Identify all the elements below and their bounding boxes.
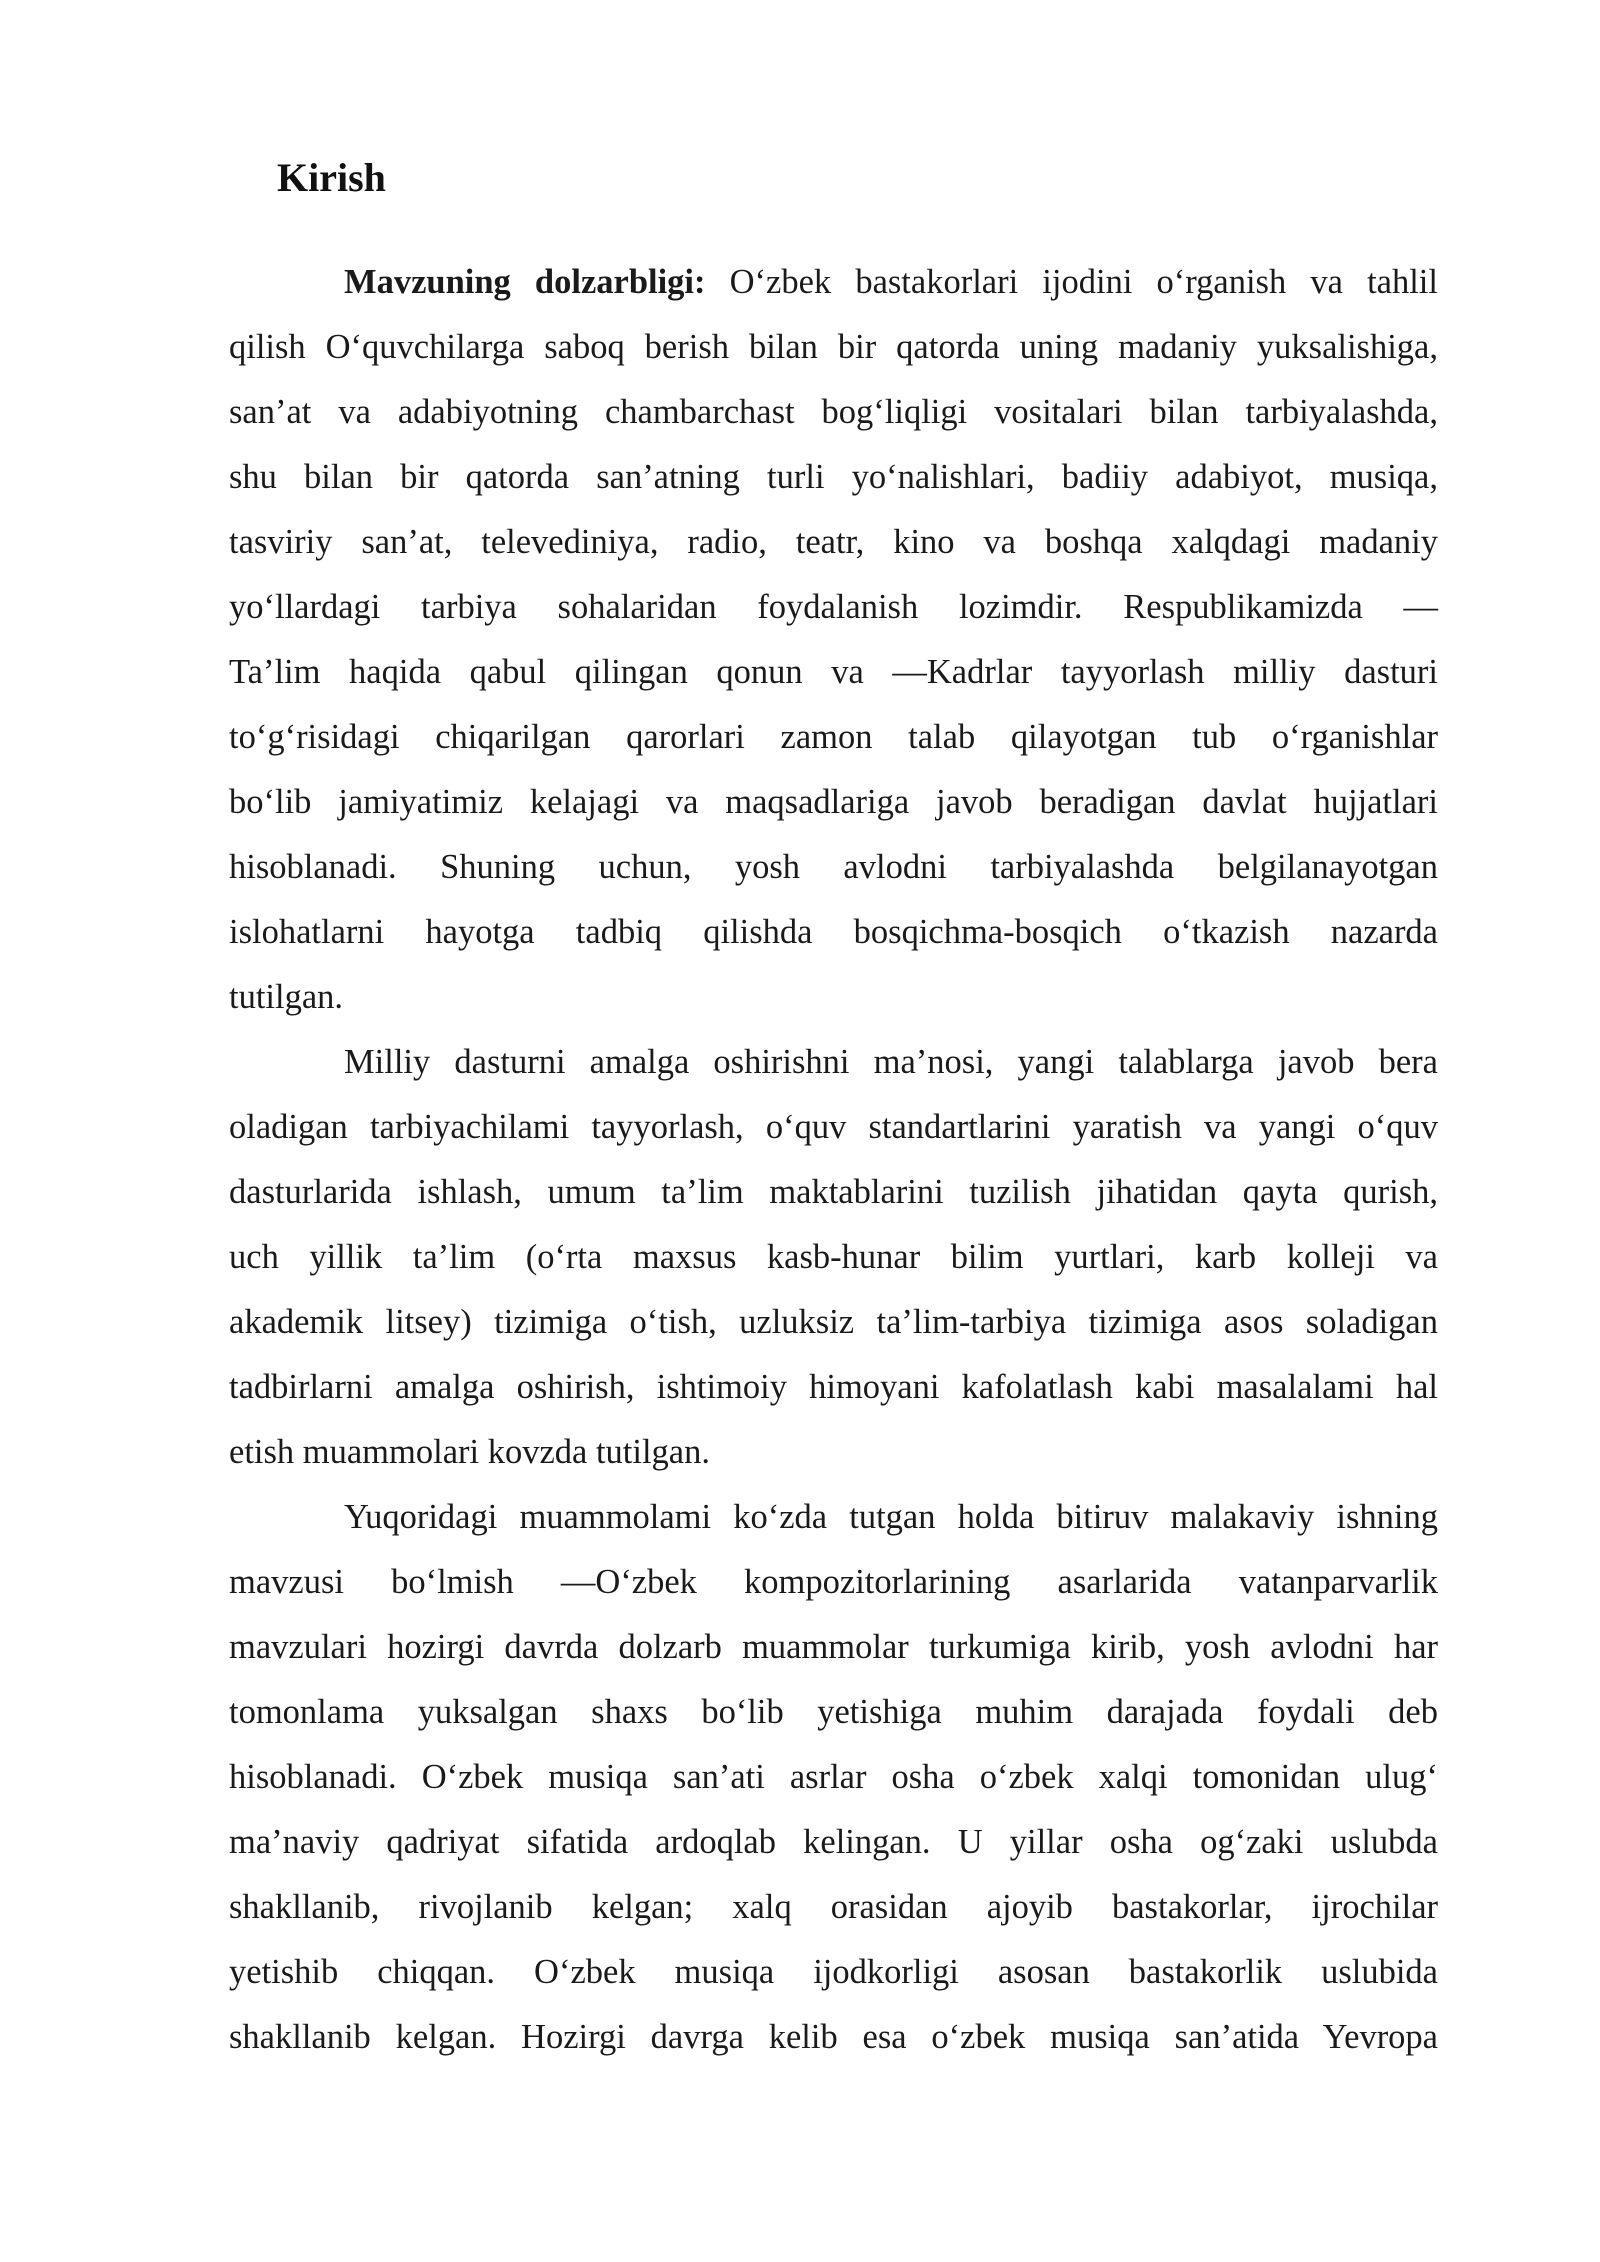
text-line: shu bilan bir qatorda san’atning turli yo‘nalishlari, badiiy adabiyot, musiqa, (229, 458, 1438, 496)
text-line: to‘g‘risidagi chiqarilgan qarorlari zamon talab qilayotgan tub o‘rganishlar (229, 718, 1438, 756)
text-line: oladigan tarbiyachilami tayyorlash, o‘quv standartlarini yaratish va yangi o‘quv (229, 1108, 1438, 1146)
page-title: Kirish (277, 155, 386, 200)
text-line: uch yillik ta’lim (o‘rta maxsus kasb-hunar bilim yurtlari, karb kolleji va (229, 1238, 1438, 1276)
text-line: Milliy dasturni amalga oshirishni ma’nosi, yangi talablarga javob bera (344, 1043, 1438, 1081)
text-line: akademik litsey) tizimiga o‘tish, uzluksiz ta’lim-tarbiya tizimiga asos soladigan (229, 1303, 1438, 1341)
text-line: ma’naviy qadriyat sifatida ardoqlab kelingan. U yillar osha og‘zaki uslubda (229, 1823, 1438, 1861)
text-line: yo‘llardagi tarbiya sohalaridan foydalanish lozimdir. Respublikamizda — (229, 588, 1438, 626)
text-line: shakllanib kelgan. Hozirgi davrga kelib esa o‘zbek musiqa san’atida Yevropa (229, 2018, 1438, 2056)
text-line: Ta’lim haqida qabul qilingan qonun va —Kadrlar tayyorlash milliy dasturi (229, 653, 1438, 691)
paragraph-thesis-topic (229, 1485, 1438, 2070)
relevance-lead: Mavzuning dolzarbligi: (344, 263, 706, 301)
text-line: dasturlarida ishlash, umum ta’lim maktablarini tuzilish jihatidan qayta qurish, (229, 1173, 1438, 1211)
text-line: etish muammolari kovzda tutilgan. (229, 1433, 710, 1471)
text-line: tomonlama yuksalgan shaxs bo‘lib yetishiga muhim darajada foydali deb (229, 1693, 1438, 1731)
text-line: shakllanib, rivojlanib kelgan; xalq orasidan ajoyib bastakorlar, ijrochilar (229, 1888, 1438, 1926)
text-line: Yuqoridagi muammolami ko‘zda tutgan holda bitiruv malakaviy ishning (344, 1498, 1438, 1536)
text-line: tutilgan. (229, 978, 344, 1016)
line-text: O‘zbek bastakorlari ijodini o‘rganish va tahlil (705, 263, 1438, 301)
text-line: san’at va adabiyotning chambarchast bog‘liqligi vositalari bilan tarbiyalashda, (229, 393, 1438, 431)
text-line: yetishib chiqqan. O‘zbek musiqa ijodkorligi asosan bastakorlik uslubida (229, 1953, 1438, 1991)
text-line: islohatlarni hayotga tadbiq qilishda bosqichma-bosqich o‘tkazish nazarda (229, 913, 1438, 951)
paragraph-relevance (229, 250, 1438, 1030)
document-body (229, 250, 1438, 2070)
text-line: mavzusi bo‘lmish —O‘zbek kompozitorlarining asarlarida vatanparvarlik (229, 1563, 1438, 1601)
text-line: mavzulari hozirgi davrda dolzarb muammolar turkumiga kirib, yosh avlodni har (229, 1628, 1438, 1666)
text-line: bo‘lib jamiyatimiz kelajagi va maqsadlariga javob beradigan davlat hujjatlari (229, 783, 1438, 821)
paragraph-national-program (229, 1030, 1438, 1485)
text-line (229, 250, 1438, 315)
text-line: hisoblanadi. O‘zbek musiqa san’ati asrlar osha o‘zbek xalqi tomonidan ulug‘ (229, 1758, 1438, 1796)
text-line: qilish O‘quvchilarga saboq berish bilan bir qatorda uning madaniy yuksalishiga, (229, 328, 1438, 366)
text-line: hisoblanadi. Shuning uchun, yosh avlodni tarbiyalashda belgilanayotgan (229, 848, 1438, 886)
text-line: tadbirlarni amalga oshirish, ishtimoiy himoyani kafolatlash kabi masalalami hal (229, 1368, 1438, 1406)
text-line: tasviriy san’at, televediniya, radio, teatr, kino va boshqa xalqdagi madaniy (229, 523, 1438, 561)
